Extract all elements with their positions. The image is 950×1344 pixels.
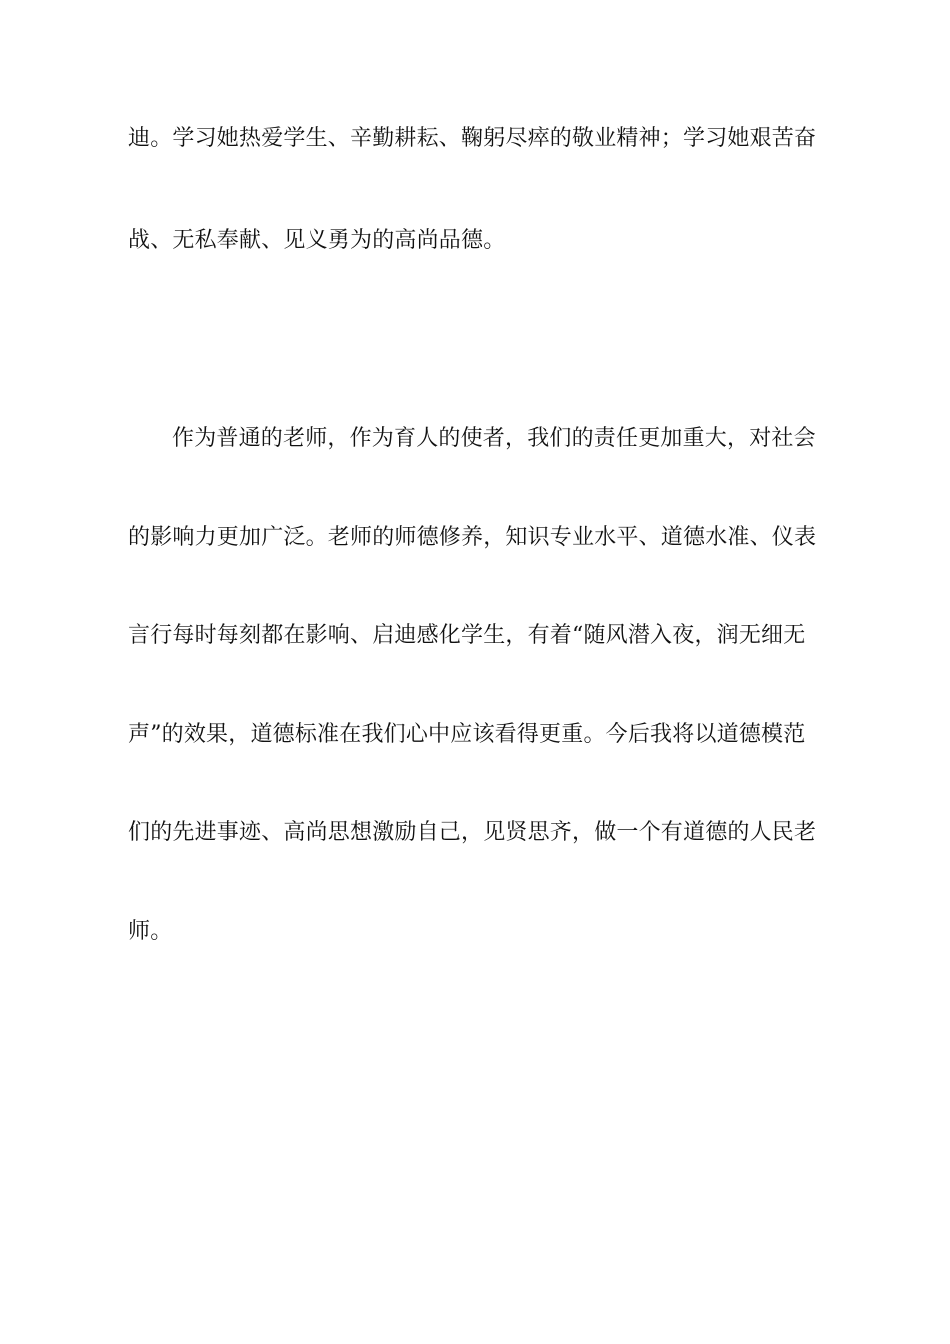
text-line: 迪。学习她热爱学生、辛勤耕耘、鞠躬尽瘁的敬业精神；学习她艰苦奋 xyxy=(128,126,817,151)
text-line: 战、无私奉献、见义勇为的高尚品德。 xyxy=(128,228,506,253)
text-line: 言行每时每刻都在影响、启迪感化学生，有着“随风潜入夜，润无细无 xyxy=(128,623,806,648)
text-line: 师。 xyxy=(128,919,173,944)
text-line: 声”的效果，道德标准在我们心中应该看得更重。今后我将以道德模范 xyxy=(128,722,806,747)
text-line: 们的先进事迹、高尚思想激励自己，见贤思齐，做一个有道德的人民老 xyxy=(128,820,817,845)
text-line: 的影响力更加广泛。老师的师德修养，知识专业水平、道德水准、仪表 xyxy=(128,525,817,550)
text-line: 作为普通的老师，作为育人的使者，我们的责任更加重大，对社会 xyxy=(172,426,816,451)
